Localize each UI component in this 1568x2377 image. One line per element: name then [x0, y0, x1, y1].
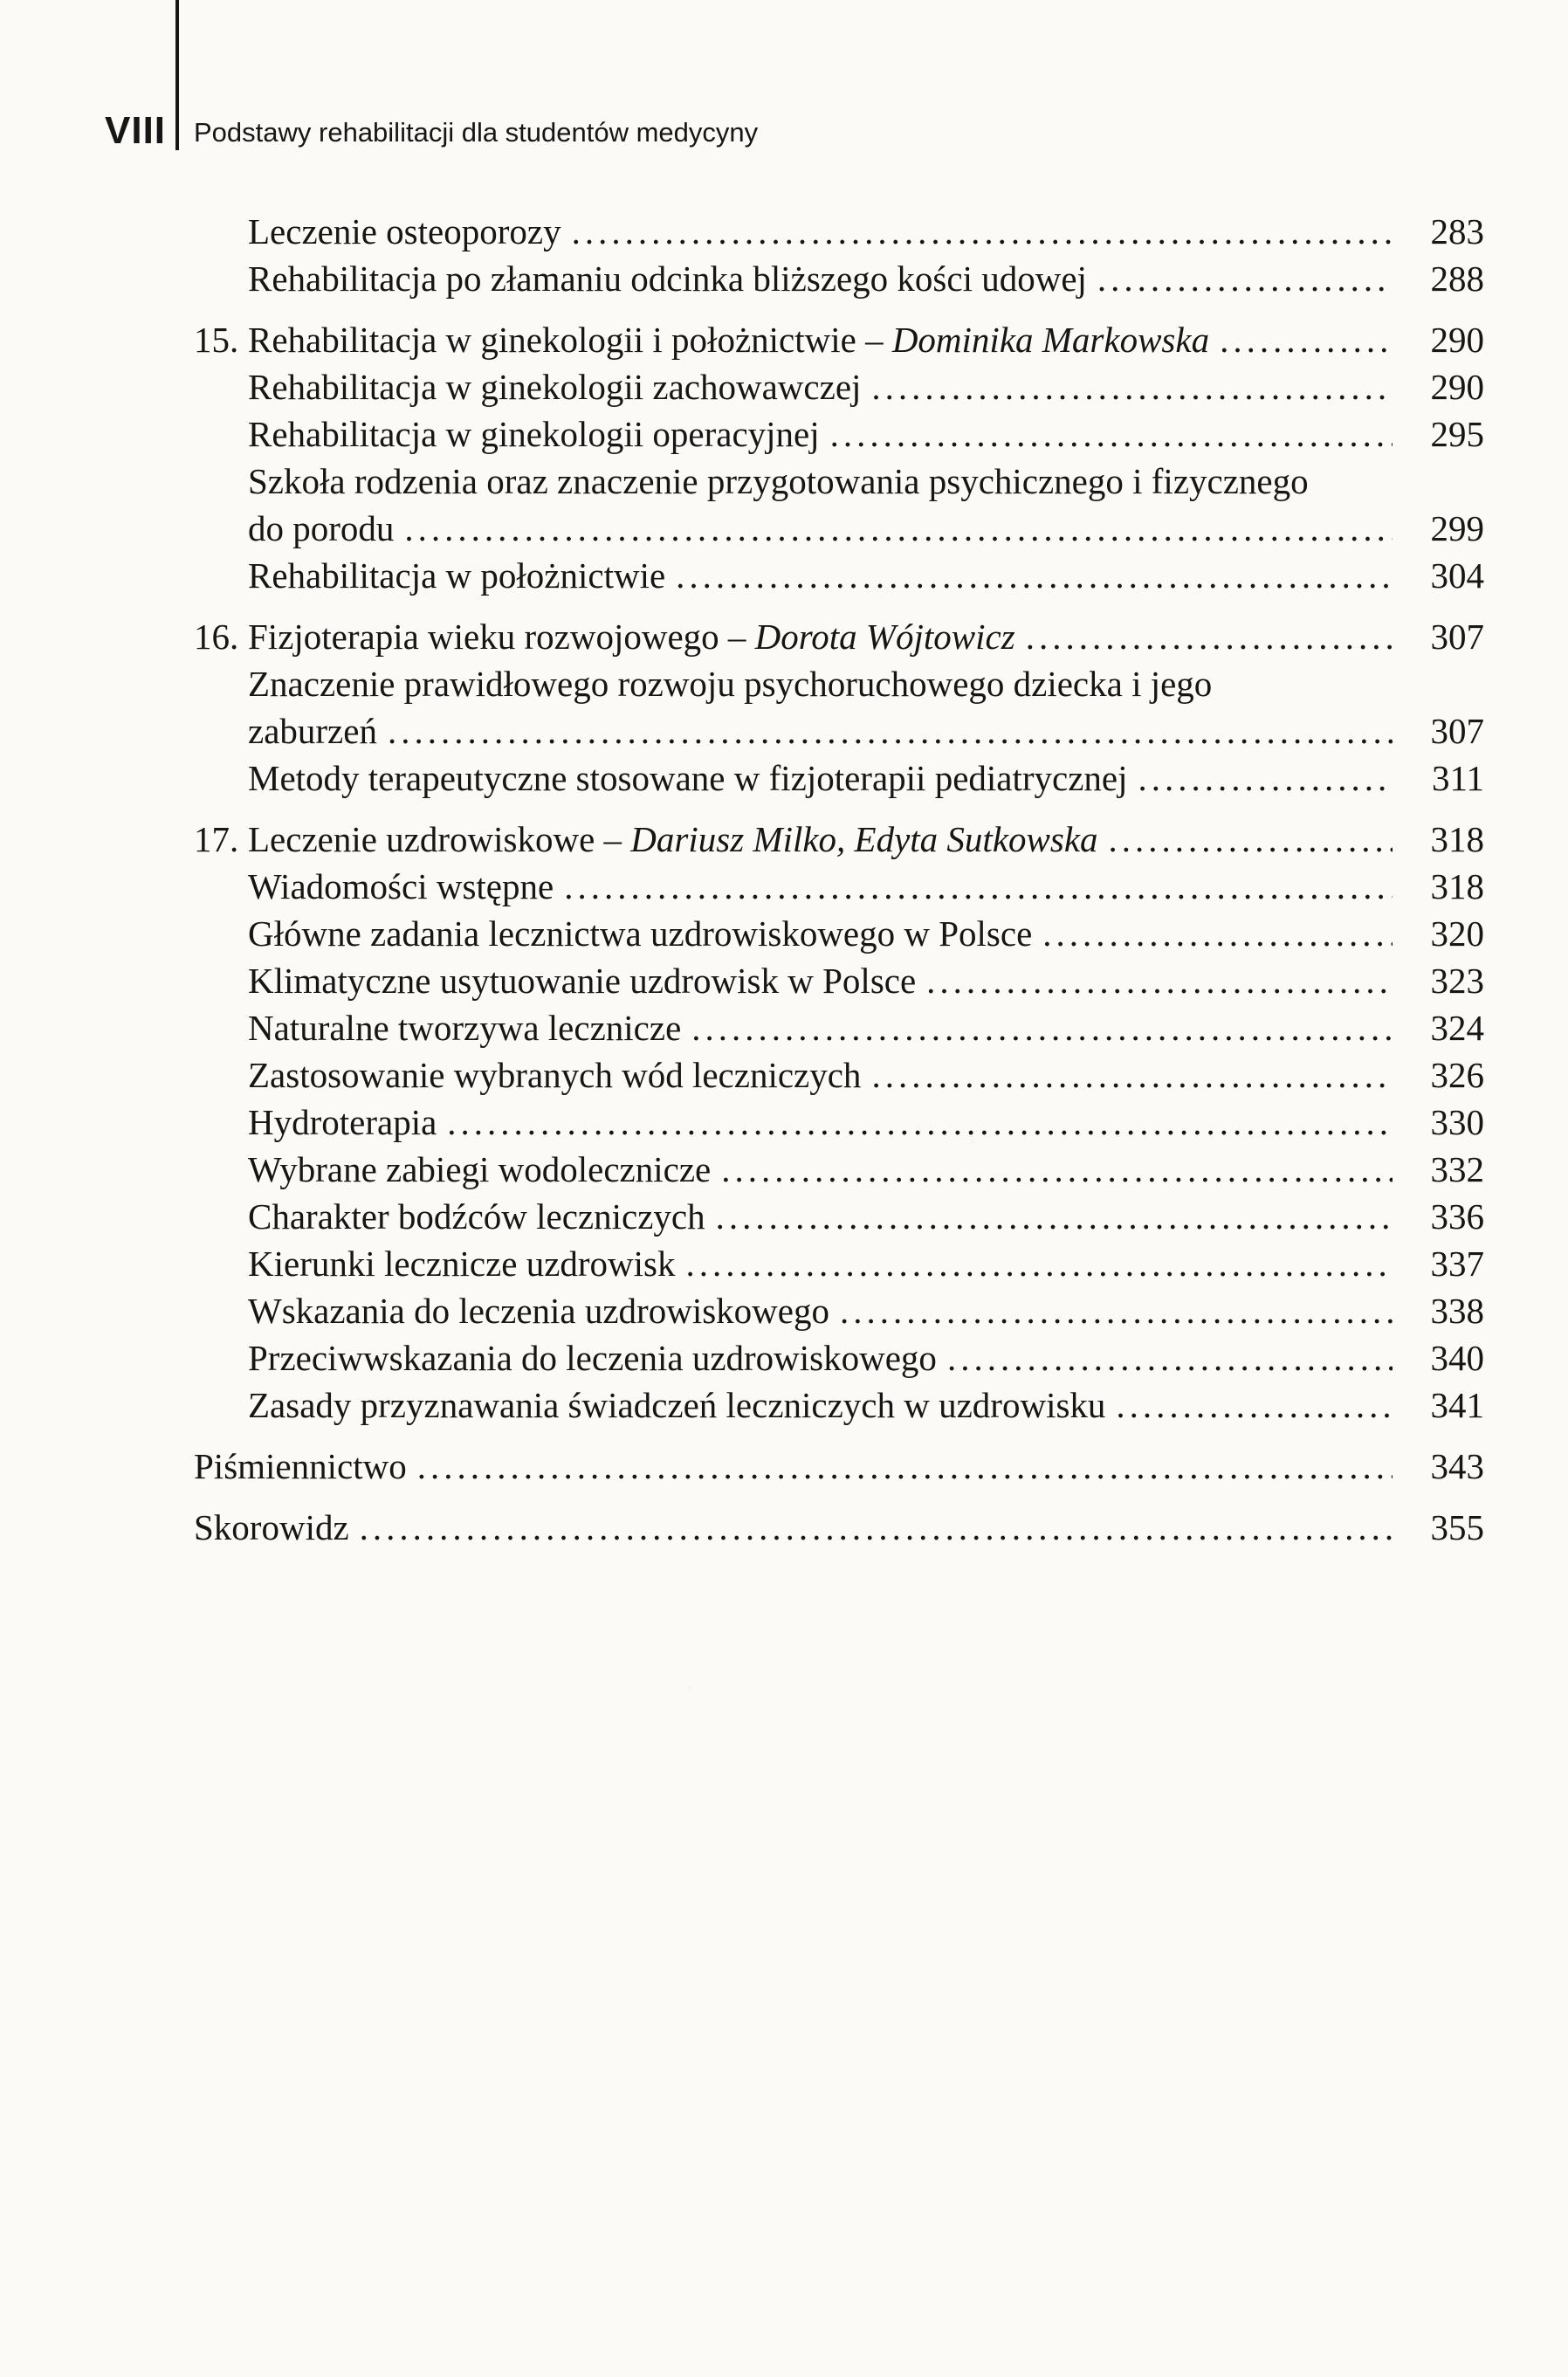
dotted-leader: [447, 1099, 1393, 1146]
toc-entry: [194, 1146, 1484, 1193]
dotted-leader: [871, 1051, 1393, 1099]
entry-title: Wybrane zabiegi wodolecznicze: [248, 1149, 712, 1189]
entry-title: Szkoła rodzenia oraz znaczenie przygotowania psychicznego i fizycznego: [248, 461, 1309, 501]
toc-entry: [194, 816, 1484, 863]
entry-author: Dominika Markowska: [891, 320, 1210, 360]
dotted-leader: [360, 1504, 1393, 1551]
entry-page-number: 323: [1430, 961, 1484, 1001]
toc-entry: [194, 1004, 1484, 1051]
entry-title: Zastosowanie wybranych wód leczniczych: [248, 1055, 862, 1095]
entry-title: Przeciwwskazania do leczenia uzdrowiskowego: [248, 1338, 937, 1378]
dotted-leader: [1097, 255, 1393, 302]
dotted-leader: [1042, 910, 1393, 957]
toc-group: [194, 1443, 1484, 1490]
dotted-leader: [676, 552, 1393, 599]
entry-title: Znaczenie prawidłowego rozwoju psychoruchowego dziecka i jego: [248, 664, 1213, 704]
entry-page-number: 338: [1430, 1291, 1484, 1331]
entry-title: Zasady przyznawania świadczeń leczniczych w uzdrowisku: [248, 1385, 1106, 1425]
toc-entry: [194, 410, 1484, 458]
entry-title: Skorowidz: [194, 1507, 349, 1547]
entry-page-number: 340: [1430, 1338, 1484, 1378]
toc-group: [194, 1504, 1484, 1551]
dotted-leader: [417, 1443, 1393, 1490]
toc-entry: [194, 660, 1484, 707]
page-number-label: VIII: [105, 109, 167, 152]
entry-title: Główne zadania lecznictwa uzdrowiskowego w Polsce: [248, 913, 1033, 954]
toc-entry: [194, 910, 1484, 957]
toc-entry: [194, 1381, 1484, 1429]
toc-entry: [194, 208, 1484, 255]
entry-title: Rehabilitacja w ginekologii operacyjnej: [248, 414, 820, 454]
toc-entry: [194, 552, 1484, 599]
toc-entry: [194, 316, 1484, 363]
entry-title: zaburzeń: [248, 711, 377, 751]
entry-author: Dariusz Milko, Edyta Sutkowska: [630, 819, 1098, 859]
entry-page-number: 283: [1430, 211, 1484, 251]
toc-entry: [194, 1504, 1484, 1551]
entry-page-number: 307: [1430, 617, 1484, 657]
dotted-leader: [716, 1193, 1393, 1240]
entry-page-number: 326: [1430, 1055, 1484, 1095]
toc-entry: [194, 255, 1484, 302]
entry-page-number: 337: [1430, 1244, 1484, 1284]
dotted-leader: [830, 410, 1393, 458]
dotted-leader: [686, 1240, 1393, 1287]
toc-entry: [194, 957, 1484, 1004]
toc-group: [194, 316, 1484, 599]
dotted-leader: [691, 1004, 1393, 1051]
entry-page-number: 311: [1432, 758, 1484, 798]
entry-page-number: 332: [1430, 1149, 1484, 1189]
running-head: [0, 0, 1568, 154]
dotted-leader: [1116, 1381, 1393, 1429]
entry-page-number: 324: [1430, 1008, 1484, 1048]
entry-page-number: 355: [1430, 1507, 1484, 1547]
entry-page-number: 288: [1430, 258, 1484, 299]
entry-page-number: 343: [1430, 1446, 1484, 1486]
dotted-leader: [572, 208, 1393, 255]
dotted-leader: [1138, 754, 1393, 802]
entry-page-number: 290: [1430, 320, 1484, 360]
toc-entry: [194, 707, 1484, 754]
toc-entry: [194, 458, 1484, 505]
dotted-leader: [1109, 816, 1393, 863]
entry-title: Rehabilitacja po złamaniu odcinka bliższego kości udowej: [248, 258, 1087, 299]
entry-page-number: 336: [1430, 1196, 1484, 1237]
entry-title: Klimatyczne usytuowanie uzdrowisk w Polsce: [248, 961, 917, 1001]
entry-page-number: 330: [1430, 1102, 1484, 1142]
entry-page-number: 295: [1430, 414, 1484, 454]
entry-title: Leczenie uzdrowiskowe – Dariusz Milko, Edyta Sutkowska: [248, 819, 1098, 859]
toc-entry: [194, 363, 1484, 410]
toc-entry: [194, 613, 1484, 660]
toc-entry: [194, 1051, 1484, 1099]
dotted-leader: [947, 1334, 1393, 1381]
header-divider-bar: [175, 0, 179, 150]
entry-page-number: 304: [1430, 555, 1484, 596]
dotted-leader: [404, 505, 1393, 552]
entry-title: Kierunki lecznicze uzdrowisk: [248, 1244, 676, 1284]
toc-entry: [194, 505, 1484, 552]
toc-entry: [194, 1334, 1484, 1381]
dotted-leader: [926, 957, 1393, 1004]
entry-title: Fizjoterapia wieku rozwojowego – Dorota Wójtowicz: [248, 617, 1015, 657]
dotted-leader: [564, 863, 1393, 910]
toc-entry: [194, 754, 1484, 802]
toc-group: [194, 208, 1484, 302]
entry-author: Dorota Wójtowicz: [754, 617, 1015, 657]
entry-title: Rehabilitacja w położnictwie: [248, 555, 666, 596]
entry-page-number: 318: [1430, 819, 1484, 859]
chapter-number: 17.: [194, 819, 239, 859]
toc-entry: [194, 1443, 1484, 1490]
toc-entry: [194, 1099, 1484, 1146]
toc-entry: [194, 1193, 1484, 1240]
entry-page-number: 299: [1430, 508, 1484, 548]
dotted-leader: [1026, 613, 1393, 660]
dotted-leader: [388, 707, 1393, 754]
toc-group: [194, 613, 1484, 802]
toc-entry: [194, 863, 1484, 910]
dotted-leader: [1220, 316, 1393, 363]
dotted-leader: [840, 1287, 1393, 1334]
entry-title: do porodu: [248, 508, 395, 548]
entry-title: Rehabilitacja w ginekologii i położnictwie – Dominika Markowska: [248, 320, 1210, 360]
chapter-number: 15.: [194, 320, 239, 360]
entry-title: Hydroterapia: [248, 1102, 437, 1142]
chapter-number: 16.: [194, 617, 239, 657]
entry-title: Metody terapeutyczne stosowane w fizjoterapii pediatrycznej: [248, 758, 1128, 798]
toc-entry: [194, 1240, 1484, 1287]
entry-page-number: 320: [1430, 913, 1484, 954]
entry-title: Rehabilitacja w ginekologii zachowawczej: [248, 367, 862, 407]
running-title: Podstawy rehabilitacji dla studentów medycyny: [194, 117, 759, 148]
entry-page-number: 290: [1430, 367, 1484, 407]
entry-page-number: 307: [1430, 711, 1484, 751]
toc-entry: [194, 1287, 1484, 1334]
dotted-leader: [721, 1146, 1393, 1193]
entry-title: Charakter bodźców leczniczych: [248, 1196, 705, 1237]
entry-title: Wskazania do leczenia uzdrowiskowego: [248, 1291, 829, 1331]
toc-group: [194, 816, 1484, 1429]
table-of-contents: [0, 208, 1568, 1551]
entry-title: Naturalne tworzywa lecznicze: [248, 1008, 682, 1048]
dotted-leader: [871, 363, 1393, 410]
entry-title: Leczenie osteoporozy: [248, 211, 561, 251]
entry-page-number: 318: [1430, 866, 1484, 906]
entry-page-number: 341: [1430, 1385, 1484, 1425]
entry-title: Wiadomości wstępne: [248, 866, 554, 906]
entry-title: Piśmiennictwo: [194, 1446, 407, 1486]
